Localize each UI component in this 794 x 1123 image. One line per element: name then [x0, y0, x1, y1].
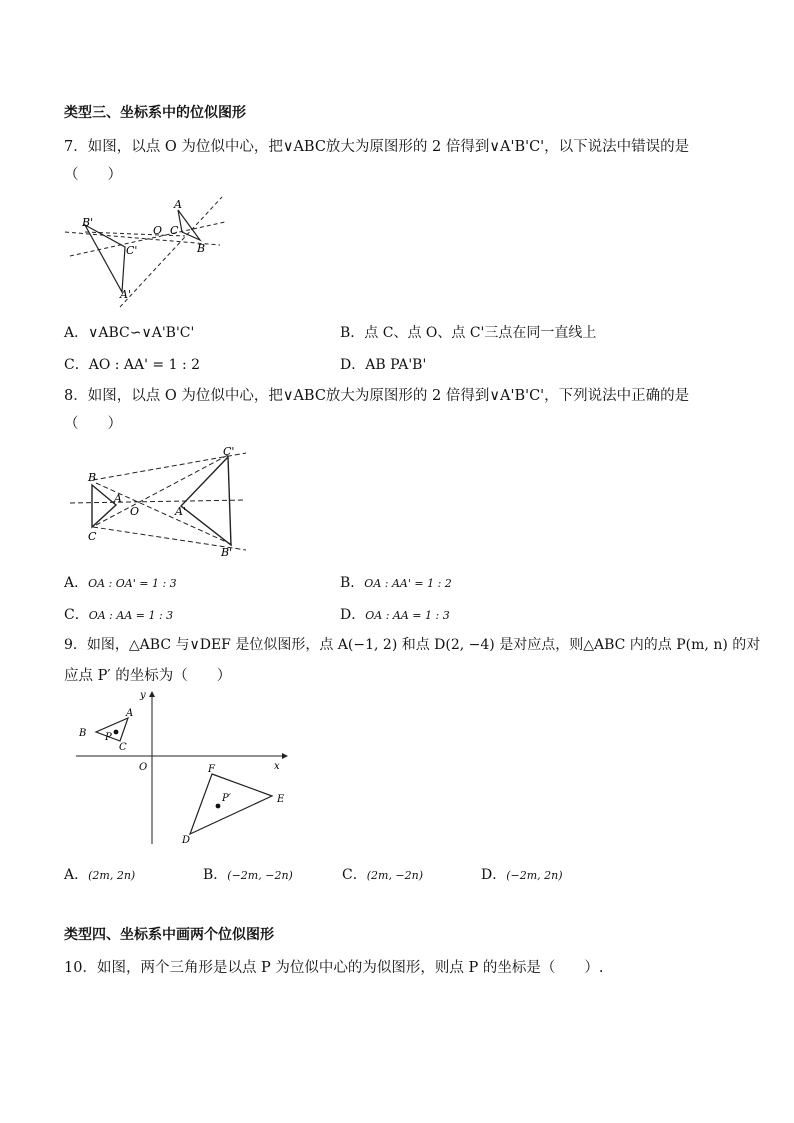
q9-option-c[interactable]: C．(2m, −2n) — [342, 867, 424, 883]
q9-label-c: C — [119, 742, 127, 753]
q9-label-x-axis: x — [274, 761, 280, 772]
q8-label-a: A — [114, 492, 122, 505]
q9-figure — [72, 688, 292, 848]
q7-label-aprime: A' — [120, 288, 131, 301]
q7-label-bprime: B' — [82, 216, 94, 229]
q7-label-c: C — [170, 224, 179, 237]
q7-label-o: O — [153, 224, 163, 237]
q7-label-b: B — [197, 242, 206, 255]
q9-point-p — [114, 730, 119, 735]
q9-label-origin: O — [139, 762, 148, 773]
q8-label-o: O — [130, 505, 140, 518]
q9-option-a[interactable]: A．(2m, 2n) — [64, 867, 136, 883]
q8-option-a[interactable]: A．OA : OA' = 1 : 3 — [64, 575, 177, 591]
q8-option-c[interactable]: C．OA : AA = 1 : 3 — [64, 607, 174, 623]
q8-label-b: B — [88, 471, 97, 484]
q9-point-pprime — [216, 804, 221, 809]
q9-label-pprime: P′ — [222, 793, 231, 804]
q9-option-b[interactable]: B．(−2m, −2n) — [203, 867, 293, 883]
q9-stem-line-1: 9．如图，△ABC 与∨DEF 是位似图形，点 A(−1, 2) 和点 D(2, −4) 是对应点，则△ABC 内的点 P(m, n) 的对 — [64, 637, 761, 653]
q8-label-cprime: C' — [223, 445, 235, 458]
q7-answer-paren: （ ） — [64, 167, 122, 183]
q7-option-a[interactable]: A．∨ABC∽∨A'B'C' — [64, 325, 195, 341]
q8-answer-paren: （ ） — [64, 416, 122, 432]
q9-label-a: A — [126, 708, 134, 719]
q8-label-c: C — [88, 530, 97, 543]
q9-label-y-axis: y — [140, 690, 146, 701]
q9-stem-line-2: 应点 P′ 的坐标为（ ） — [64, 668, 232, 684]
q7-stem: 7．如图，以点 O 为位似中心，把∨ABC放大为原图形的 2 倍得到∨A'B'C'，以下说法中错误的是 — [64, 139, 690, 155]
q7-label-a: A — [174, 198, 182, 211]
q9-label-d: D — [182, 835, 191, 846]
section-heading-4: 类型四、坐标系中画两个位似图形 — [64, 927, 274, 943]
q8-figure — [68, 445, 250, 560]
q9-label-e: E — [277, 794, 285, 805]
q8-label-bprime: B' — [221, 546, 233, 559]
q9-label-b: B — [79, 728, 87, 739]
q7-option-d[interactable]: D．AB PA'B' — [340, 357, 427, 373]
q7-option-c[interactable]: C．AO : AA' = 1 : 2 — [64, 357, 201, 373]
q7-figure — [60, 192, 230, 310]
q9-label-f: F — [208, 764, 215, 775]
section-heading-3: 类型三、坐标系中的位似图形 — [64, 105, 246, 121]
q8-stem: 8．如图，以点 O 为位似中心，把∨ABC放大为原图形的 2 倍得到∨A'B'C'，下列说法中正确的是 — [64, 388, 690, 404]
q9-label-p: P — [105, 732, 112, 743]
q10-stem: 10．如图，两个三角形是以点 P 为位似中心的为似图形，则点 P 的坐标是（ ）. — [64, 960, 604, 976]
q8-option-d[interactable]: D．OA : AA = 1 : 3 — [340, 607, 450, 623]
q8-option-b[interactable]: B．OA : AA' = 1 : 2 — [340, 575, 452, 591]
q7-option-b[interactable]: B．点 C、点 O、点 C'三点在同一直线上 — [340, 325, 597, 341]
q7-label-cprime: C' — [126, 244, 138, 257]
q8-label-aprime: A' — [175, 505, 186, 518]
q9-option-d[interactable]: D．(−2m, 2n) — [481, 867, 563, 883]
